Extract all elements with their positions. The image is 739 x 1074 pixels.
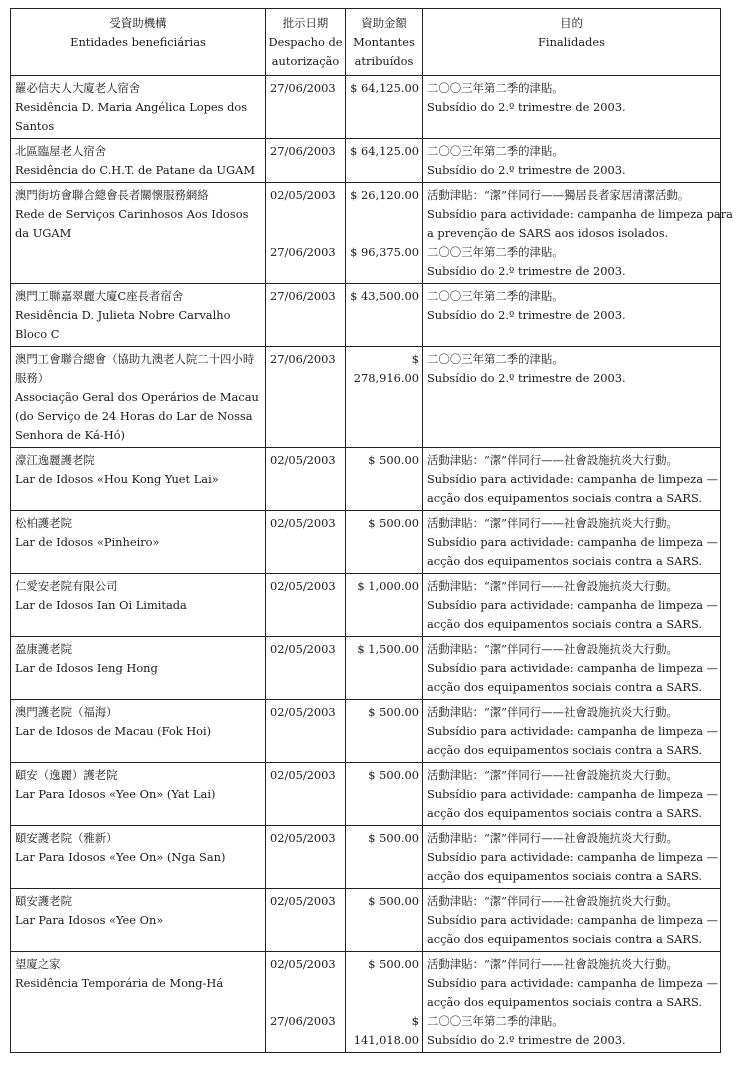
amount-cell bbox=[346, 139, 423, 183]
entity-name-zh: 澳門護老院（福海） bbox=[15, 705, 118, 719]
entity-name-pt: Lar Para Idosos «Yee On» bbox=[15, 913, 164, 927]
entity-name-pt: Lar Para Idosos «Yee On» (Yat Lai) bbox=[15, 787, 216, 801]
header-date bbox=[266, 9, 346, 76]
entity-name-zh: 澳門工會聯合總會（協助九澳老人院二十四小時服務） bbox=[15, 352, 255, 385]
grant-amount: $ 64,125.00 bbox=[350, 144, 419, 158]
header-date-pt: Despacho de autorização bbox=[268, 35, 343, 68]
purpose-line: acção dos equipamentos sociais contra a SARS. bbox=[427, 680, 702, 694]
purpose-line: acção dos equipamentos sociais contra a SARS. bbox=[427, 743, 702, 757]
purpose-line: Subsídio do 2.º trimestre de 2003. bbox=[427, 1033, 626, 1047]
purpose-cell bbox=[423, 637, 721, 700]
entity-name-pt: Residência D. Julieta Nobre Carvalho Bloco C bbox=[15, 308, 231, 341]
entity-name-zh: 松柏護老院 bbox=[15, 516, 72, 530]
header-amount bbox=[346, 9, 423, 76]
date-cell bbox=[266, 889, 346, 952]
table-row bbox=[11, 139, 721, 183]
entity-name-zh: 頤安護老院（雅新） bbox=[15, 831, 118, 845]
grant-date: 27/06/2003 bbox=[270, 144, 336, 158]
purpose-line: acção dos equipamentos sociais contra a SARS. bbox=[427, 491, 702, 505]
grant-amount: $ 141,018.00 bbox=[353, 1014, 419, 1047]
entity-cell bbox=[11, 700, 266, 763]
purpose-line: Subsídio para actividade: campanha de limpeza para bbox=[427, 207, 733, 221]
grant-amount: $ 500.00 bbox=[368, 453, 419, 467]
header-purpose-zh: 目的 bbox=[560, 16, 583, 30]
purpose-cell bbox=[423, 448, 721, 511]
purpose-line: 活動津貼：“潔”伴同行——社會設施抗炎大行動。 bbox=[427, 768, 678, 782]
entity-name-pt: Lar de Idosos de Macau (Fok Hoi) bbox=[15, 724, 212, 738]
table-row bbox=[11, 637, 721, 700]
grant-amount: $ 96,375.00 bbox=[350, 245, 419, 259]
grant-amount: $ 26,120.00 bbox=[350, 188, 419, 202]
purpose-line: Subsídio para actividade: campanha de limpeza — bbox=[427, 661, 719, 675]
table-row bbox=[11, 448, 721, 511]
entity-name-zh: 仁愛安老院有限公司 bbox=[15, 579, 118, 593]
grant-date: 02/05/2003 bbox=[270, 957, 336, 971]
purpose-line: acção dos equipamentos sociais contra a SARS. bbox=[427, 932, 702, 946]
purpose-line: acção dos equipamentos sociais contra a SARS. bbox=[427, 617, 702, 631]
entity-name-pt: Lar Para Idosos «Yee On» (Nga San) bbox=[15, 850, 226, 864]
date-cell bbox=[266, 183, 346, 284]
grant-date: 02/05/2003 bbox=[270, 831, 336, 845]
date-cell bbox=[266, 700, 346, 763]
table-row bbox=[11, 76, 721, 139]
entity-name-pt: Associação Geral dos Operários de Macau (do Serviço de 24 Horas do Lar de Nossa Senhora de Ká-Hó) bbox=[15, 390, 259, 442]
purpose-cell bbox=[423, 347, 721, 448]
subsidy-table bbox=[10, 8, 733, 1053]
purpose-line: acção dos equipamentos sociais contra a SARS. bbox=[427, 806, 702, 820]
amount-cell bbox=[346, 637, 423, 700]
amount-cell bbox=[346, 76, 423, 139]
entity-name-pt: Rede de Serviços Carinhosos Aos Idosos da UGAM bbox=[15, 207, 249, 240]
amount-cell bbox=[346, 574, 423, 637]
grant-amount: $ 64,125.00 bbox=[350, 81, 419, 95]
purpose-line: acção dos equipamentos sociais contra a SARS. bbox=[427, 554, 702, 568]
purpose-line: 活動津貼：“潔”伴同行——獨居長者家居清潔活動。 bbox=[427, 188, 690, 202]
purpose-line: 活動津貼：“潔”伴同行——社會設施抗炎大行動。 bbox=[427, 642, 678, 656]
entity-cell bbox=[11, 139, 266, 183]
purpose-line: 二〇〇三年第二季的津貼。 bbox=[427, 144, 564, 158]
grant-amount: $ 1,000.00 bbox=[357, 579, 419, 593]
amount-cell bbox=[346, 889, 423, 952]
entity-name-pt: Lar de Idosos «Hou Kong Yuet Lai» bbox=[15, 472, 219, 486]
date-cell bbox=[266, 574, 346, 637]
date-cell bbox=[266, 763, 346, 826]
grant-amount: $ 500.00 bbox=[368, 894, 419, 908]
entity-name-pt: Residência Temporária de Mong-Há bbox=[15, 976, 224, 990]
purpose-cell bbox=[423, 76, 721, 139]
grant-date: 02/05/2003 bbox=[270, 642, 336, 656]
purpose-line: 二〇〇三年第二季的津貼。 bbox=[427, 352, 564, 366]
grant-amount: $ 1,500.00 bbox=[357, 642, 419, 656]
amount-cell bbox=[346, 347, 423, 448]
purpose-cell bbox=[423, 826, 721, 889]
purpose-line: Subsídio do 2.º trimestre de 2003. bbox=[427, 163, 626, 177]
purpose-line: 活動津貼：“潔”伴同行——社會設施抗炎大行動。 bbox=[427, 705, 678, 719]
amount-cell bbox=[346, 952, 423, 1053]
table-row bbox=[11, 284, 721, 347]
entity-cell bbox=[11, 574, 266, 637]
grant-amount: $ 43,500.00 bbox=[350, 289, 419, 303]
purpose-line: acção dos equipamentos sociais contra a SARS. bbox=[427, 869, 702, 883]
purpose-line: a prevenção de SARS aos idosos isolados. bbox=[427, 226, 669, 240]
grant-date: 02/05/2003 bbox=[270, 579, 336, 593]
header-date-zh: 批示日期 bbox=[282, 16, 329, 30]
grant-amount: $ 500.00 bbox=[368, 957, 419, 971]
grant-date: 27/06/2003 bbox=[270, 1014, 336, 1028]
entity-cell bbox=[11, 76, 266, 139]
grant-date: 02/05/2003 bbox=[270, 453, 336, 467]
table-row bbox=[11, 700, 721, 763]
date-cell bbox=[266, 448, 346, 511]
purpose-line: acção dos equipamentos sociais contra a SARS. bbox=[427, 995, 702, 1009]
purpose-line: Subsídio do 2.º trimestre de 2003. bbox=[427, 371, 626, 385]
grant-date: 27/06/2003 bbox=[270, 352, 336, 366]
date-cell bbox=[266, 826, 346, 889]
table-row bbox=[11, 889, 721, 952]
grant-date: 02/05/2003 bbox=[270, 768, 336, 782]
purpose-line: 活動津貼：“潔”伴同行——社會設施抗炎大行動。 bbox=[427, 957, 678, 971]
date-cell bbox=[266, 139, 346, 183]
entity-name-zh: 頤安（逸麗）護老院 bbox=[15, 768, 118, 782]
purpose-line: Subsídio para actividade: campanha de limpeza — bbox=[427, 913, 719, 927]
amount-cell bbox=[346, 700, 423, 763]
grant-amount: $ 500.00 bbox=[368, 705, 419, 719]
entity-name-zh: 望廈之家 bbox=[15, 957, 61, 971]
table-row bbox=[11, 952, 721, 1053]
purpose-line: 活動津貼：“潔”伴同行——社會設施抗炎大行動。 bbox=[427, 453, 678, 467]
amount-cell bbox=[346, 763, 423, 826]
entity-name-zh: 北區臨屋老人宿舍 bbox=[15, 144, 107, 158]
entity-name-pt: Residência D. Maria Angélica Lopes dos Santos bbox=[15, 100, 248, 133]
purpose-line: 二〇〇三年第二季的津貼。 bbox=[427, 245, 564, 259]
purpose-line: Subsídio para actividade: campanha de limpeza — bbox=[427, 976, 719, 990]
entity-cell bbox=[11, 347, 266, 448]
date-cell bbox=[266, 76, 346, 139]
header-entity-zh: 受資助機構 bbox=[109, 16, 167, 30]
table-row bbox=[11, 826, 721, 889]
entity-name-pt: Lar de Idosos Ieng Hong bbox=[15, 661, 158, 675]
purpose-line: Subsídio para actividade: campanha de limpeza — bbox=[427, 598, 719, 612]
date-cell bbox=[266, 511, 346, 574]
grant-amount: $ 500.00 bbox=[368, 831, 419, 845]
purpose-line: Subsídio do 2.º trimestre de 2003. bbox=[427, 264, 626, 278]
amount-cell bbox=[346, 284, 423, 347]
purpose-line: 二〇〇三年第二季的津貼。 bbox=[427, 289, 564, 303]
amount-cell bbox=[346, 448, 423, 511]
entity-cell bbox=[11, 637, 266, 700]
grant-date: 02/05/2003 bbox=[270, 705, 336, 719]
amount-cell bbox=[346, 511, 423, 574]
purpose-cell bbox=[423, 139, 721, 183]
purpose-line: 活動津貼：“潔”伴同行——社會設施抗炎大行動。 bbox=[427, 831, 678, 845]
entity-cell bbox=[11, 889, 266, 952]
purpose-line: Subsídio para actividade: campanha de limpeza — bbox=[427, 724, 719, 738]
purpose-line: Subsídio do 2.º trimestre de 2003. bbox=[427, 308, 626, 322]
header-entity-pt: Entidades beneficiárias bbox=[70, 35, 206, 49]
table-row bbox=[11, 183, 721, 284]
amount-cell bbox=[346, 183, 423, 284]
entity-cell bbox=[11, 511, 266, 574]
entity-name-pt: Residência do C.H.T. de Patane da UGAM bbox=[15, 163, 255, 177]
grant-amount: $ 500.00 bbox=[368, 516, 419, 530]
header-purpose bbox=[423, 9, 721, 76]
purpose-line: 活動津貼：“潔”伴同行——社會設施抗炎大行動。 bbox=[427, 894, 678, 908]
entity-cell bbox=[11, 952, 266, 1053]
entity-name-zh: 澳門街坊會聯合總會長者關懷服務網絡 bbox=[15, 188, 209, 202]
entity-name-zh: 羅必信夫人大廈老人宿舍 bbox=[15, 81, 141, 95]
header-amount-pt: Montantes atribuídos bbox=[353, 35, 415, 68]
grant-date: 27/06/2003 bbox=[270, 289, 336, 303]
header-purpose-pt: Finalidades bbox=[538, 35, 605, 49]
date-cell bbox=[266, 952, 346, 1053]
purpose-line: Subsídio do 2.º trimestre de 2003. bbox=[427, 100, 626, 114]
entity-name-pt: Lar de Idosos Ian Oi Limitada bbox=[15, 598, 187, 612]
grant-date: 27/06/2003 bbox=[270, 245, 336, 259]
entity-cell bbox=[11, 826, 266, 889]
purpose-line: 活動津貼：“潔”伴同行——社會設施抗炎大行動。 bbox=[427, 579, 678, 593]
grant-date: 02/05/2003 bbox=[270, 894, 336, 908]
entity-cell bbox=[11, 763, 266, 826]
purpose-cell bbox=[423, 700, 721, 763]
date-cell bbox=[266, 347, 346, 448]
purpose-cell bbox=[423, 889, 721, 952]
table-header-row bbox=[11, 9, 721, 76]
purpose-cell bbox=[423, 511, 721, 574]
entity-name-zh: 澳門工聯嘉翠麗大廈C座長者宿舍 bbox=[15, 289, 184, 303]
entity-cell bbox=[11, 183, 266, 284]
entity-cell bbox=[11, 448, 266, 511]
amount-cell bbox=[346, 826, 423, 889]
entity-name-zh: 盈康護老院 bbox=[15, 642, 72, 656]
purpose-line: Subsídio para actividade: campanha de limpeza — bbox=[427, 535, 719, 549]
table-row bbox=[11, 763, 721, 826]
grant-date: 27/06/2003 bbox=[270, 81, 336, 95]
table-row bbox=[11, 347, 721, 448]
purpose-cell bbox=[423, 574, 721, 637]
purpose-line: Subsídio para actividade: campanha de limpeza — bbox=[427, 472, 719, 486]
purpose-cell bbox=[423, 763, 721, 826]
purpose-line: 二〇〇三年第二季的津貼。 bbox=[427, 81, 564, 95]
purpose-cell bbox=[423, 952, 721, 1053]
table-row bbox=[11, 574, 721, 637]
entity-name-zh: 頤安護老院 bbox=[15, 894, 72, 908]
header-entity bbox=[11, 9, 266, 76]
subsidy-table-page bbox=[10, 8, 733, 1053]
grant-date: 02/05/2003 bbox=[270, 188, 336, 202]
purpose-line: 二〇〇三年第二季的津貼。 bbox=[427, 1014, 564, 1028]
entity-name-zh: 濠江逸麗護老院 bbox=[15, 453, 95, 467]
header-amount-zh: 資助金額 bbox=[361, 16, 407, 30]
purpose-line: Subsídio para actividade: campanha de limpeza — bbox=[427, 850, 719, 864]
grant-amount: $ 500.00 bbox=[368, 768, 419, 782]
entity-name-pt: Lar de Idosos «Pinheiro» bbox=[15, 535, 160, 549]
purpose-line: Subsídio para actividade: campanha de limpeza — bbox=[427, 787, 719, 801]
date-cell bbox=[266, 284, 346, 347]
table-row bbox=[11, 511, 721, 574]
grant-date: 02/05/2003 bbox=[270, 516, 336, 530]
purpose-cell bbox=[423, 183, 733, 284]
grant-amount: $ 278,916.00 bbox=[353, 352, 419, 385]
entity-cell bbox=[11, 284, 266, 347]
date-cell bbox=[266, 637, 346, 700]
purpose-cell bbox=[423, 284, 721, 347]
purpose-line: 活動津貼：“潔”伴同行——社會設施抗炎大行動。 bbox=[427, 516, 678, 530]
